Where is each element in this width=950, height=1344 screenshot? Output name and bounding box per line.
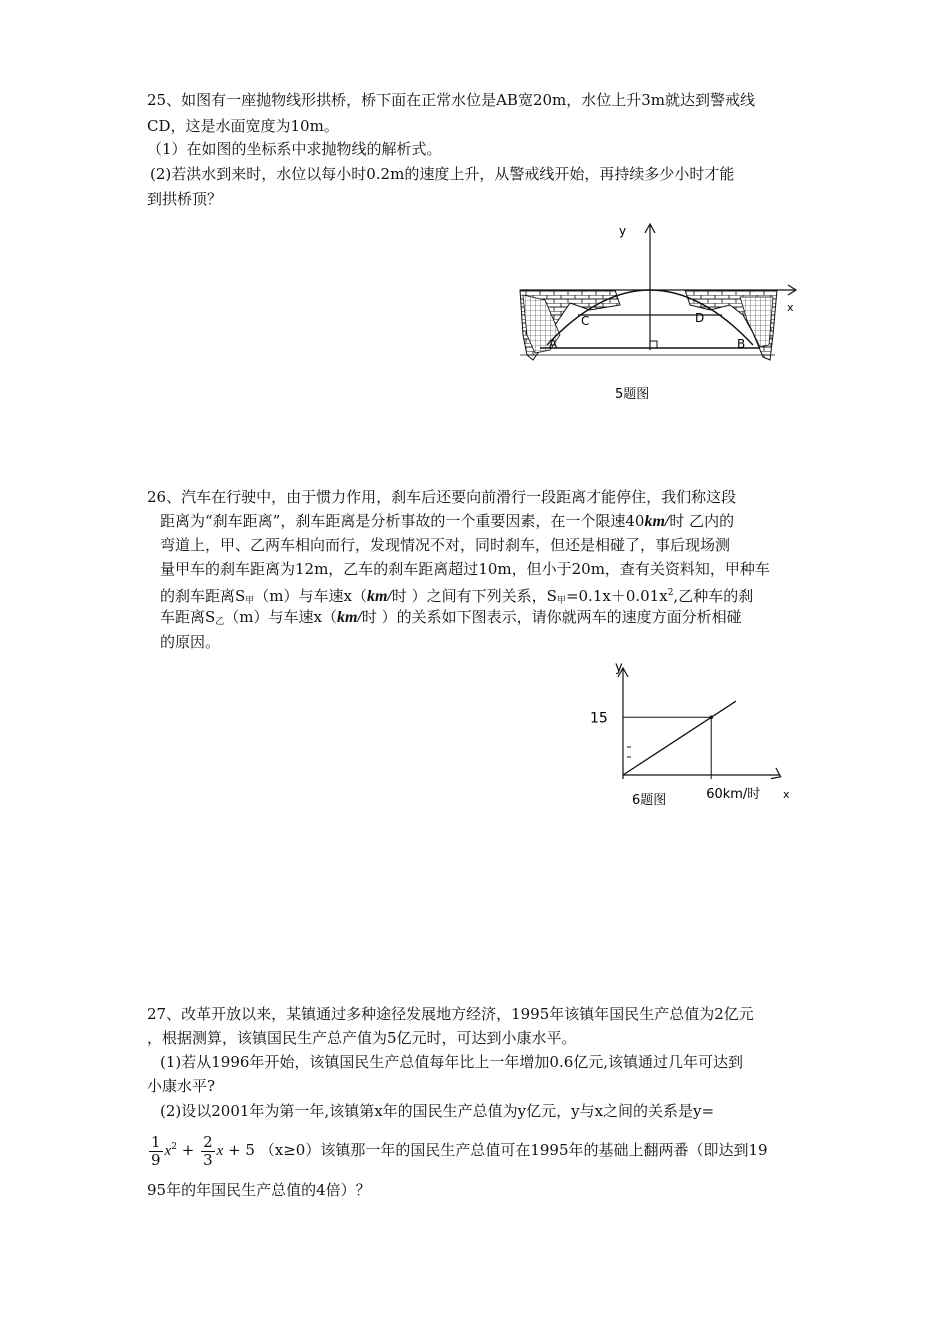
q27-part1b: 小康水平? xyxy=(147,1077,216,1095)
x-tick-label: 60km/时 xyxy=(706,787,761,802)
series-line xyxy=(623,701,736,775)
x-axis-label: x xyxy=(787,301,794,314)
q27-last-line: 95年的年国民生产总值的4倍）？ xyxy=(147,1181,371,1199)
point-b: B xyxy=(737,337,746,351)
q26-line6: 车距离$S_乙(m)$与车速x（km/时 ）的关系如下图表示，请你就两车的速度方面分析相碰 xyxy=(160,608,742,627)
q25-part1: （1）在如图的坐标系中求抛物线的解析式。 xyxy=(147,140,442,158)
q25-part2a: (2)若洪水到来时，水位以每小时0.2m的速度上升，从警戒线开始，再持续多少小时才能 xyxy=(150,165,735,183)
bridge-figure xyxy=(515,215,805,410)
fraction-two-thirds: $\frac{2}{3}$ xyxy=(203,1132,213,1169)
q27-part2: (2)设以2001年为第一年,该镇第x年的国民生产总值为y亿元，y与x之间的关系是y= xyxy=(160,1102,715,1120)
y-tick-label: 15 xyxy=(590,710,608,727)
q26-line3: 弯道上，甲、乙两车相向而行，发现情况不对，同时刹车，但还是相碰了，事后现场测 xyxy=(160,536,731,554)
point-d: D xyxy=(695,311,705,325)
chart-x-label: x xyxy=(783,788,790,801)
q27-line1: 27、改革开放以来，某镇通过多种途径发展地方经济，1995年该镇年国民生产总值为2亿元 xyxy=(147,1005,754,1023)
data-point xyxy=(709,716,713,720)
q27-formula-line: $\frac{1}{9}$ $x^2$ + $\frac{2}{3}$ x + 5 （x≥0）该镇那一年的国民生产总值可在1995年的基础上翻两番（即达到19 xyxy=(151,1132,768,1169)
point-a: A xyxy=(549,337,558,351)
q25-part2b: 到拱桥顶？ xyxy=(147,190,223,208)
q26-line4: 量甲车的刹车距离为12m，乙车的刹车距离超过10m，但小于20m，查有关资料知，甲种车 xyxy=(160,560,770,578)
q25-line2: CD，这是水面宽度为10m。 xyxy=(147,117,339,135)
q26-line1: 26、汽车在行驶中，由于惯力作用，刹车后还要向前滑行一段距离才能停住，我们称这段 xyxy=(147,488,737,506)
q26-line7: 的原因。 xyxy=(160,633,221,651)
q26-line5: 的刹车距离$S_甲(m)$与车速x（km/时 ）之间有下列关系，$S_甲=0.1x+0.01x^2$,乙种车的刹 xyxy=(160,587,754,606)
chart-y-label: y xyxy=(615,660,623,675)
figure-caption-6: 6题图 xyxy=(632,793,667,808)
fraction-one-ninth: $\frac{1}{9}$ xyxy=(151,1132,161,1169)
q26-line2: 距离为“刹车距离”，刹车距离是分析事故的一个重要因素，在一个限速40km/时 乙内的 xyxy=(160,512,735,530)
y-axis-label: y xyxy=(619,224,627,238)
point-c: C xyxy=(581,314,590,328)
q27-part1a: (1)若从1996年开始，该镇国民生产总值每年比上一年增加0.6亿元,该镇通过几年可达到 xyxy=(160,1053,744,1071)
figure-caption-5: 5题图 xyxy=(615,387,650,402)
q27-line2: ，根据测算，该镇国民生产总产值为5亿元时，可达到小康水平。 xyxy=(147,1029,577,1047)
right-angle-mark xyxy=(650,341,657,348)
q25-line1: 25、如图有一座抛物线形拱桥，桥下面在正常水位是AB宽20m，水位上升3m就达到警戒线 xyxy=(147,91,756,109)
braking-chart xyxy=(585,655,810,815)
